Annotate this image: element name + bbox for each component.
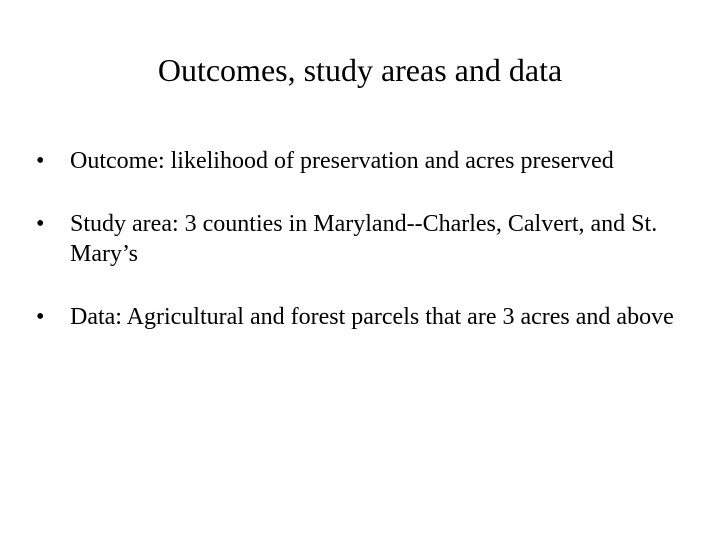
slide-title: Outcomes, study areas and data (157, 52, 563, 88)
bullet-item-study-area (36, 209, 686, 269)
bullet-icon: • (36, 211, 45, 237)
bullet-icon: • (36, 304, 45, 330)
bullet-item-outcome (36, 146, 686, 176)
bullet-icon: • (36, 148, 45, 174)
bullet-item-data (36, 302, 686, 332)
bullet-text: Study area: 3 counties in Maryland--Charles, Calvert, and St. Mary’s (70, 211, 658, 267)
bullet-text: Data: Agricultural and forest parcels that are 3 acres and above (70, 304, 674, 330)
bullet-text: Outcome: likelihood of preservation and acres preserved (70, 148, 614, 174)
bullet-list (36, 146, 686, 365)
